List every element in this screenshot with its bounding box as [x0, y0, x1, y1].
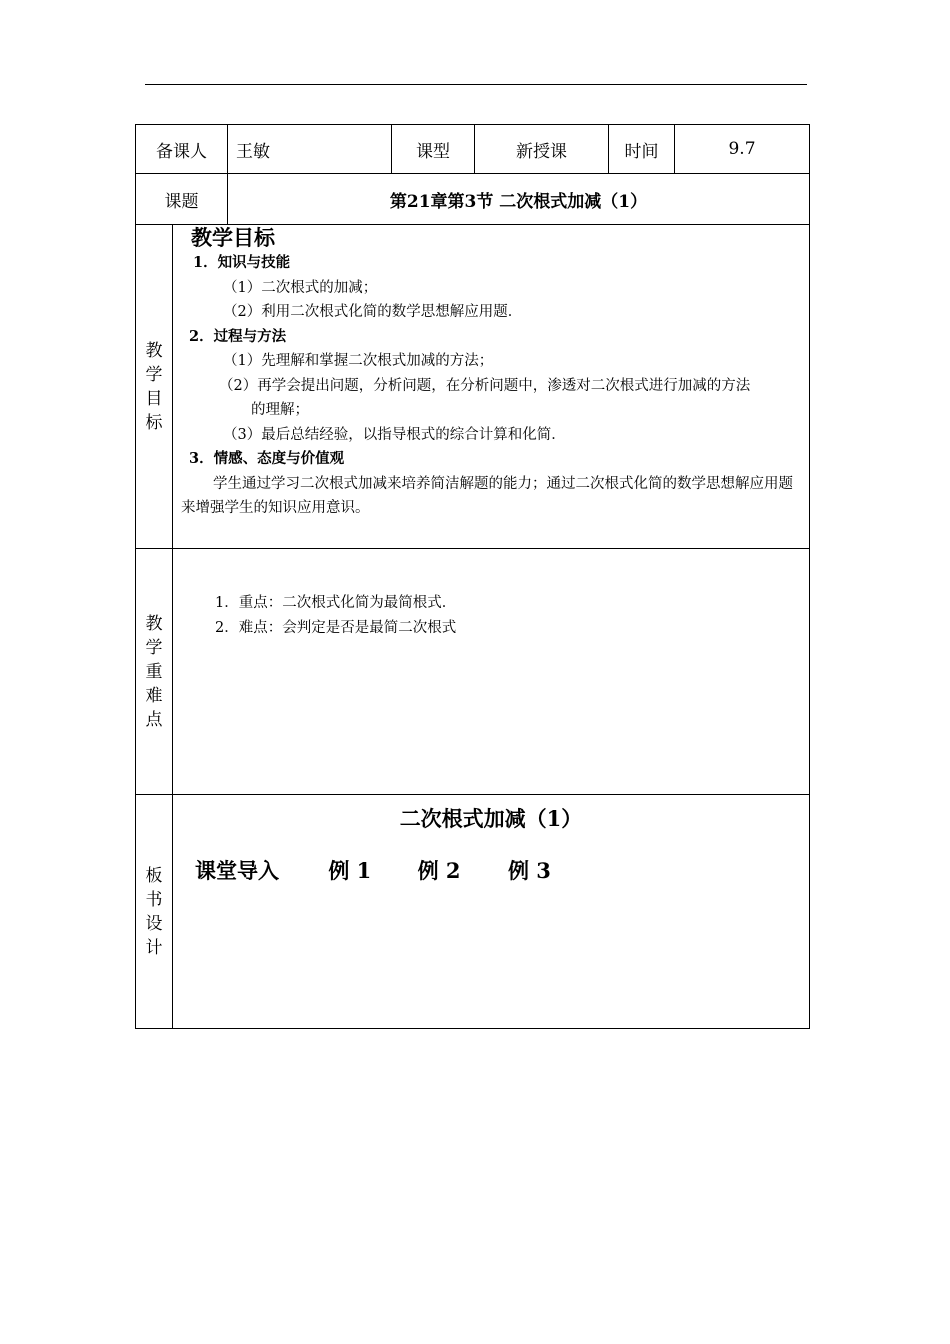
time-label: 时间: [609, 125, 675, 174]
list-item-continuation: 的理解；: [251, 402, 309, 418]
objectives-side-label: 教 学 目 标: [136, 225, 173, 549]
section-knowledge-skills: 1．知识与技能: [193, 254, 291, 271]
preparer-label: 备课人: [136, 125, 228, 174]
objectives-row: [136, 225, 810, 549]
keypoints-side-label: 教 学 重 难 点: [136, 549, 173, 795]
keypoints-row: [136, 549, 810, 795]
header-rule: [145, 84, 807, 85]
board-item-example-3: 例 3: [507, 858, 551, 883]
preparer-name: 王敏: [228, 125, 392, 174]
lesson-type-label: 课型: [392, 125, 475, 174]
board-content: [173, 795, 810, 1029]
board-row: [136, 795, 810, 1029]
lesson-type-value: 新授课: [475, 125, 609, 174]
objectives-heading: 教学目标: [191, 225, 275, 250]
list-item: （1）先理解和掌握二次根式加减的方法；: [223, 353, 494, 369]
topic-label: 课题: [136, 174, 228, 225]
info-row: [136, 125, 810, 174]
time-value: 9.7: [675, 125, 810, 174]
section-attitudes-values: 3．情感、态度与价值观: [189, 450, 345, 467]
section-process-methods: 2．过程与方法: [189, 327, 287, 345]
list-item: （2）利用二次根式化简的数学思想解应用题．: [223, 304, 523, 320]
board-item-example-2: 例 2: [417, 858, 461, 883]
attitudes-paragraph: 学生通过学习二次根式加减来培养简洁解题的能力；通过二次根式化简的数学思想解应用题来增强学生的知识应用意识。: [181, 475, 793, 516]
key-point-item: 1．重点：二次根式化简为最简根式．: [215, 595, 457, 611]
topic-row: [136, 174, 810, 225]
board-title: 二次根式加减（1）: [399, 806, 583, 831]
lesson-plan-table: [135, 124, 810, 1029]
keypoints-content: [173, 549, 810, 795]
board-items: [195, 855, 551, 885]
list-item: （3）最后总结经验，以指导根式的综合计算和化简．: [223, 426, 566, 443]
objectives-content: [173, 225, 810, 549]
board-item-example-1: 例 1: [328, 858, 372, 883]
board-item-intro: 课堂导入: [195, 858, 279, 883]
list-item: （1）二次根式的加减；: [223, 279, 378, 296]
list-item: （2）再学会提出问题，分析问题，在分析问题中，渗透对二次根式进行加减的方法: [219, 377, 751, 394]
board-side-label: 板 书 设 计: [136, 795, 173, 1029]
topic-title: 第21章第3节 二次根式加减（1）: [228, 174, 810, 225]
difficult-point-item: 2．难点：会判定是否是最简二次根式: [215, 620, 457, 636]
